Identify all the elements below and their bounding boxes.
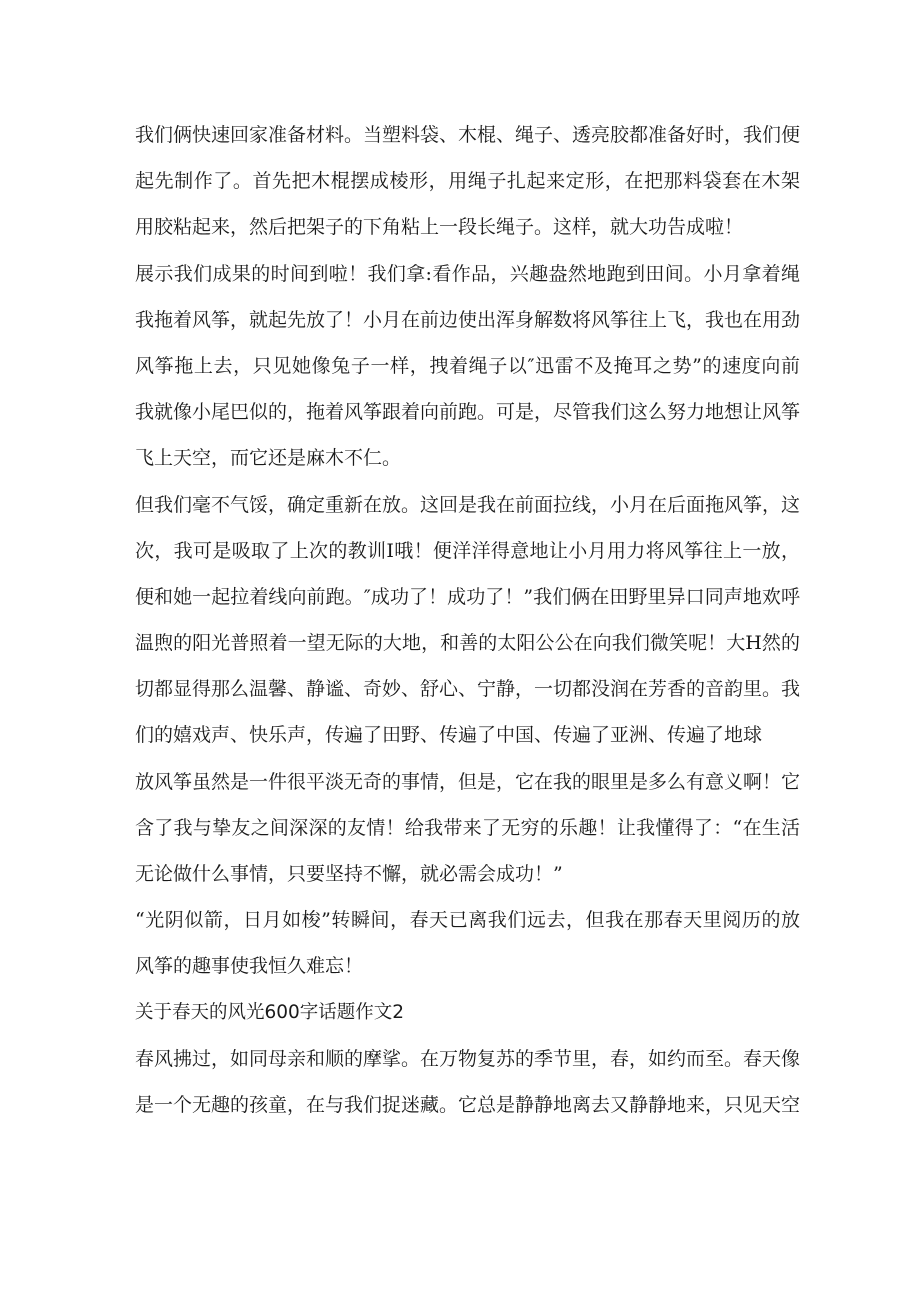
text-line: 切都显得那么温馨、静谧、奇妙、舒心、宁静，一切都没润在芳香的音韵里。我 bbox=[135, 678, 800, 701]
text-line: 飞上天空，而它还是麻木不仁。 bbox=[135, 447, 402, 470]
text-line: 放风筝虽然是一件很平淡无奇的事情，但是，它在我的眼里是多么有意义啊！它 bbox=[135, 770, 800, 793]
text-line: 们的嬉戏声、快乐声，传遍了田野、传遍了中国、传遍了亚洲、传遍了地球 bbox=[135, 724, 763, 747]
text-line: 次，我可是吸取了上次的教训I哦！便洋洋得意地让小月用力将风筝往上一放， bbox=[135, 539, 800, 562]
text-line: 我就像小尾巴似的，拖着风筝跟着向前跑。可是，尽管我们这么努力地想让风筝 bbox=[135, 401, 800, 424]
text-line: 无论做什么事情，只要坚持不懈，就必需会成功！” bbox=[135, 863, 563, 885]
document-body bbox=[135, 112, 800, 1128]
text-line: 春风拂过，如同母亲和顺的摩挲。在万物复苏的季节里，春，如约而至。春天像 bbox=[135, 1047, 800, 1070]
text-line: 含了我与挚友之间深深的友情！给我带来了无穷的乐趣！让我懂得了：“在生活 bbox=[135, 816, 800, 839]
text-line: 展示我们成果的时间到啦！我们拿:看作品，兴趣盎然地跑到田间。小月拿着绳 bbox=[135, 262, 800, 285]
text-line: 我拖着风筝，就起先放了！小月在前边使出浑身解数将风筝往上飞，我也在用劲 bbox=[135, 308, 800, 331]
text-line: 起先制作了。首先把木棍摆成棱形，用绳子扎起来定形，在把那料袋套在木架 bbox=[135, 170, 800, 193]
text-line: 温煦的阳光普照着一望无际的大地，和善的太阳公公在向我们微笑呢！大H然的 bbox=[135, 632, 800, 655]
section-heading: 关于春天的风光600字话题作文2 bbox=[135, 1001, 405, 1023]
text-line: “光阴似箭，日月如梭”转瞬间，春天已离我们远去，但我在那春天里阅历的放 bbox=[135, 909, 800, 932]
text-line: 我们俩快速回家准备材料。当塑料袋、木棍、绳子、透亮胶都准备好时，我们便 bbox=[135, 124, 800, 146]
text-line: 是一个无趣的孩童，在与我们捉迷藏。它总是静静地离去又静静地来，只见天空 bbox=[135, 1093, 800, 1116]
text-line: 风筝拖上去，只见她像兔子一样，拽着绳子以″迅雷不及掩耳之势”的速度向前 bbox=[135, 354, 800, 377]
text-line: 用胶粘起来，然后把架子的下角粘上一段长绳子。这样，就大功告成啦！ bbox=[135, 216, 744, 239]
text-line: 风筝的趣事使我恒久难忘！ bbox=[135, 955, 364, 978]
text-line: 便和她一起拉着线向前跑。″成功了！成功了！”我们俩在田野里异口同声地欢呼 bbox=[135, 585, 800, 608]
text-line: 但我们毫不气馁，确定重新在放。这回是我在前面拉线，小月在后面拖风筝，这 bbox=[135, 493, 800, 516]
